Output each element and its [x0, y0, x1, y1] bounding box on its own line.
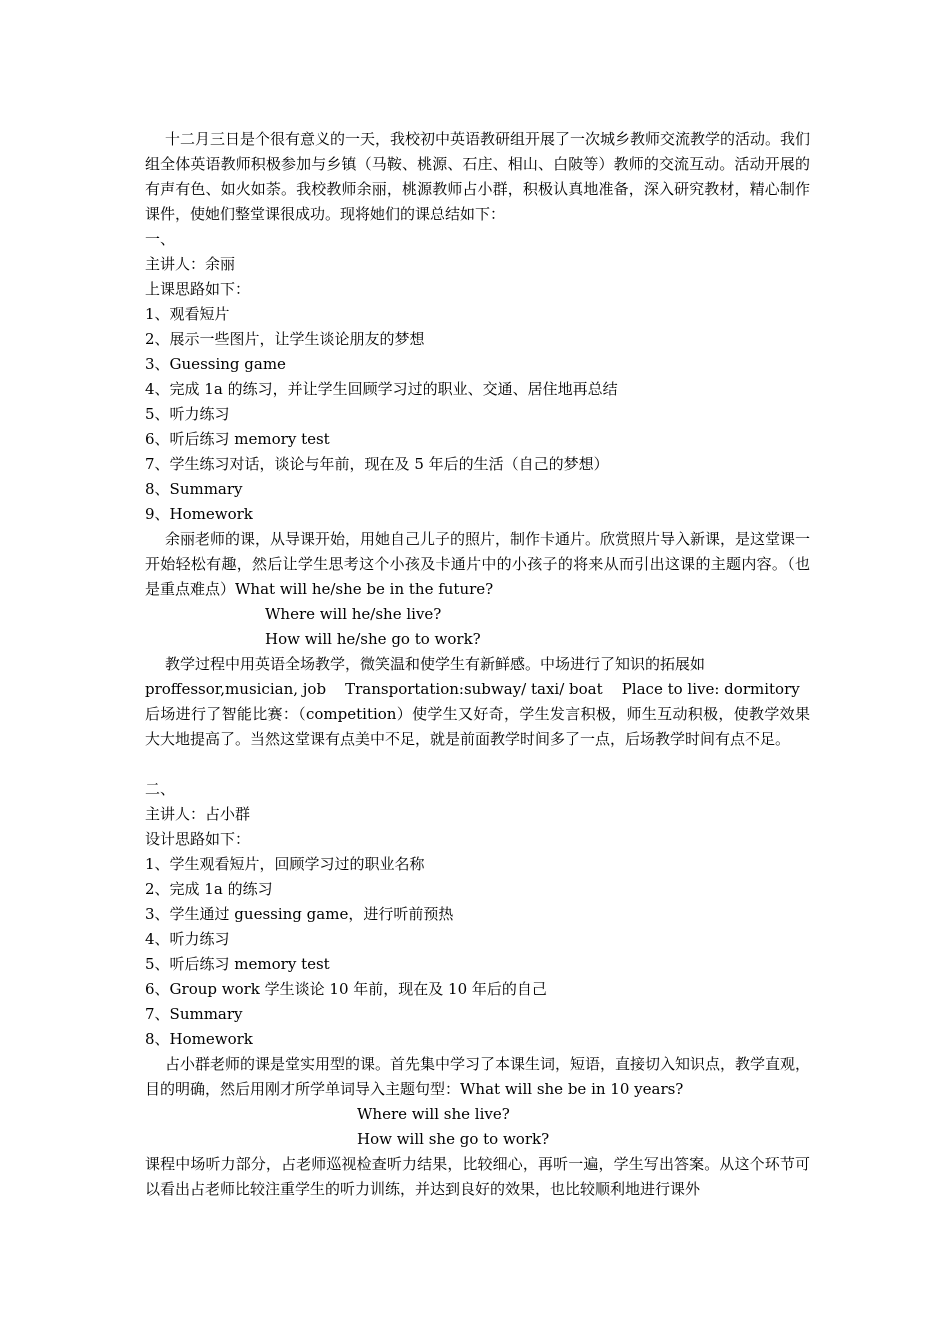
list-item: 7、学生练习对话，谈论与年前，现在及 5 年后的生活（自己的梦想）: [145, 455, 609, 473]
list-item: 4、听力练习: [145, 930, 230, 948]
section2-comment-listening: 课程中场听力部分，占老师巡视检查听力结果，比较细心，再听一遍，学生写出答案。从这个环节可以看出占老师比较注重学生的听力训练，并达到良好的效果，也比较顺利地进行课外: [145, 1155, 810, 1198]
list-item: 3、Guessing game: [145, 355, 286, 373]
section-spacer: [145, 752, 810, 777]
list-item: 1、观看短片: [145, 305, 230, 323]
list-item: 6、听后练习 memory test: [145, 430, 330, 448]
section2-heading: 二、: [145, 780, 176, 798]
document-page: [145, 127, 810, 1202]
section2-comment-intro: 占小群老师的课是堂实用型的课。首先集中学习了本课生词，短语，直接切入知识点，教学直观，目的明确，然后用刚才所学单词导入主题句型：What will she be in 10 years?: [145, 1055, 811, 1098]
section1-comment-competition: 后场进行了智能比赛：（competition）使学生又好奇，学生发言积极，师生互动积极，使教学效果大大地提高了。当然这堂课有点美中不足，就是前面教学时间多了一点，后场教学时间有点不足。: [145, 705, 810, 748]
section2-question-live: Where will she live?: [357, 1105, 510, 1123]
section2-question-work: How will she go to work?: [357, 1130, 550, 1148]
list-item: 8、Homework: [145, 1030, 253, 1048]
section1-plan-title: 上课思路如下：: [145, 280, 251, 298]
section1-question-work: How will he/she go to work?: [265, 630, 481, 648]
list-item: 2、完成 1a 的练习: [145, 880, 273, 898]
list-item: 3、学生通过 guessing game，进行听前预热: [145, 905, 454, 923]
list-item: 6、Group work 学生谈论 10 年前，现在及 10 年后的自己: [145, 980, 547, 998]
section2-steps-list: [145, 852, 810, 1052]
list-item: 5、听力练习: [145, 405, 230, 423]
section1-comment-teaching: 教学过程中用英语全场教学，微笑温和使学生有新鲜感。中场进行了知识的拓展如: [165, 655, 706, 673]
section2-speaker: 主讲人：占小群: [145, 805, 251, 823]
list-item: 1、学生观看短片，回顾学习过的职业名称: [145, 855, 425, 873]
list-item: 5、听后练习 memory test: [145, 955, 330, 973]
list-item: 8、Summary: [145, 480, 243, 498]
section1-comment-intro: 余丽老师的课，从导课开始，用她自己儿子的照片，制作卡通片。欣赏照片导入新课，是这堂课一开始轻松有趣，然后让学生思考这个小孩及卡通片中的小孩子的将来从而引出这课的主题内容。（也是重点难点）What will he/she be in the future?: [145, 530, 811, 598]
section1-question-live: Where will he/she live?: [265, 605, 442, 623]
list-item: 4、完成 1a 的练习，并让学生回顾学习过的职业、交通、居住地再总结: [145, 380, 618, 398]
section1-heading: 一、: [145, 230, 176, 248]
section1-vocab-line: proffessor,musician, job Transportation:subway/ taxi/ boat Place to live: dormitory: [145, 680, 800, 698]
list-item: 9、Homework: [145, 505, 253, 523]
list-item: 2、展示一些图片，让学生谈论朋友的梦想: [145, 330, 425, 348]
intro-paragraph: 十二月三日是个很有意义的一天，我校初中英语教研组开展了一次城乡教师交流教学的活动。我们组全体英语教师积极参加与乡镇（马鞍、桃源、石庄、相山、白陂等）教师的交流互动。活动开展的有声有色、如火如荼。我校教师余丽，桃源教师占小群，积极认真地准备，深入研究教材，精心制作课件，使她们整堂课很成功。现将她们的课总结如下：: [145, 130, 811, 223]
list-item: 7、Summary: [145, 1005, 243, 1023]
section1-speaker: 主讲人：余丽: [145, 255, 236, 273]
section2-plan-title: 设计思路如下：: [145, 830, 251, 848]
section1-steps-list: [145, 302, 810, 527]
